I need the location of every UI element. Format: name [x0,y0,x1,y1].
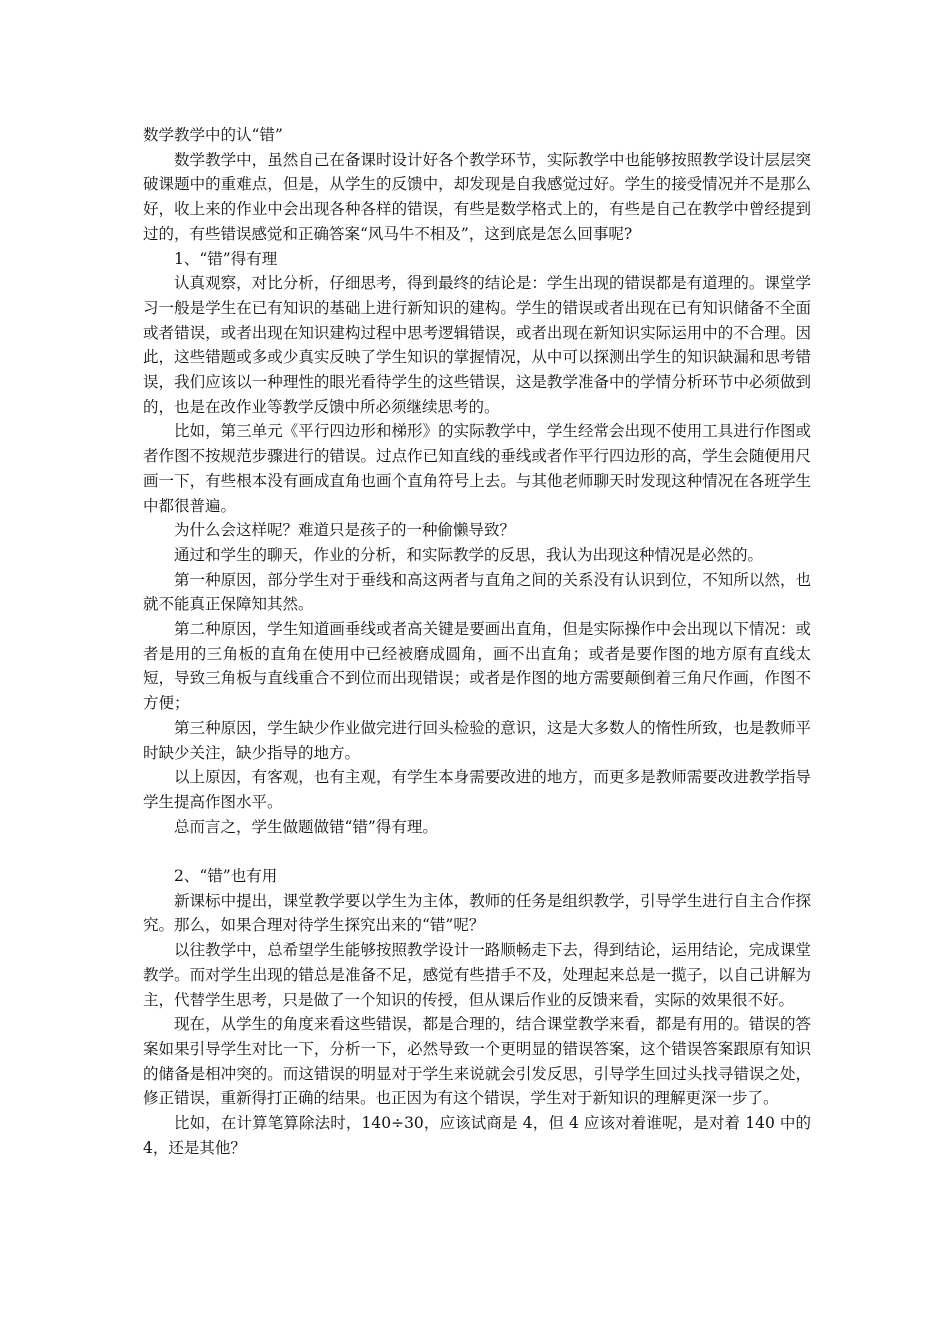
paragraph: 总而言之，学生做题做错“错”得有理。 [174,817,438,836]
paragraph: 新课标中提出，课堂教学要以学生为主体，教师的任务是组织教学，引导学生进行自主合作探究。那么，如果合理对待学生探究出来的“错”呢？ [143,891,811,935]
paragraph: 第一种原因，部分学生对于垂线和高这两者与直角之间的关系没有认识到位，不知所以然，也就不能真正保障知其然。 [143,570,811,614]
section-heading-1: 1、“错”得有理 [174,249,278,268]
paragraph: 第三种原因，学生缺少作业做完进行回头检验的意识，这是大多数人的惰性所致，也是教师平时缺少关注，缺少指导的地方。 [143,718,811,762]
blank-line [143,839,811,864]
paragraph: 以往教学中，总希望学生能够按照教学设计一路顺畅走下去，得到结论，运用结论，完成课堂教学。而对学生出现的错总是准备不足，感觉有些措手不及，处理起来总是一揽子，以自己讲解为主，代替学生思考，只是做了一个知识的传授，但从课后作业的反馈来看，实际的效果很不好。 [143,941,811,1009]
paragraph-intro: 数学教学中，虽然自己在备课时设计好各个教学环节，实际教学中也能够按照教学设计层层突破课题中的重难点，但是，从学生的反馈中，却发现是自我感觉过好。学生的接受情况并不是那么好，收上来的作业中会出现各种各样的错误，有些是数学格式上的，有些是自己在教学中曾经提到过的，有些错误感觉和正确答案“风马牛不相及”，这到底是怎么回事呢? [143,150,811,243]
paragraph: 比如，在计算笔算除法时，140÷30，应该试商是 4，但 4 应该对着谁呢，是对着 140 中的 4，还是其他？ [143,1114,811,1157]
paragraph: 第二种原因，学生知道画垂线或者高关键是要画出直角，但是实际操作中会出现以下情况：或者是用的三角板的直角在使用中已经被磨成圆角，画不出直角；或者是要作图的地方原有直线太短，导致三角板与直线重合不到位而出现错误；或者是作图的地方需要颠倒着三角尺作画，作图不方便； [143,620,811,713]
document-body [143,123,811,1161]
paragraph: 比如，第三单元《平行四边形和梯形》的实际教学中，学生经常会出现不使用工具进行作图或者作图不按规范步骤进行的错误。过点作已知直线的垂线或者作平行四边形的高，学生会随便用尺画一下，有些根本没有画成直角也画个直角符号上去。与其他老师聊天时发现这种情况在各班学生中都很普遍。 [143,422,811,515]
paragraph: 通过和学生的聊天，作业的分析，和实际教学的反思，我认为出现这种情况是必然的。 [174,545,764,564]
document-title: 数学教学中的认“错” [143,126,283,144]
paragraph: 为什么会这样呢？难道只是孩子的一种偷懒导致？ [174,521,516,540]
paragraph: 现在，从学生的角度来看这些错误，都是合理的，结合课堂教学来看，都是有用的。错误的答案如果引导学生对比一下，分析一下，必然导致一个更明显的错误答案，这个错误答案跟原有知识的储备是相冲突的。而这错误的明显对于学生来说就会引发反思，引导学生回过头找寻错误之处，修正错误，重新得打正确的结果。也正因为有这个错误，学生对于新知识的理解更深一步了。 [143,1015,811,1108]
section-heading-2: 2、“错”也有用 [174,867,278,886]
paragraph: 以上原因，有客观，也有主观，有学生本身需要改进的地方，而更多是教师需要改进教学指导学生提高作图水平。 [143,768,811,811]
paragraph: 认真观察，对比分析，仔细思考，得到最终的结论是：学生出现的错误都是有道理的。课堂学习一般是学生在已有知识的基础上进行新知识的建构。学生的错误或者出现在已有知识储备不全面或者错误，或者出现在知识建构过程中思考逻辑错误，或者出现在新知识实际运用中的不合理。因此，这些错题或多或少真实反映了学生知识的掌握情况，从中可以探测出学生的知识缺漏和思考错误，我们应该以一种理性的眼光看待学生的这些错误，这是教学准备中的学情分析环节中必须做到的，也是在改作业等教学反馈中所必须继续思考的。 [143,274,811,416]
